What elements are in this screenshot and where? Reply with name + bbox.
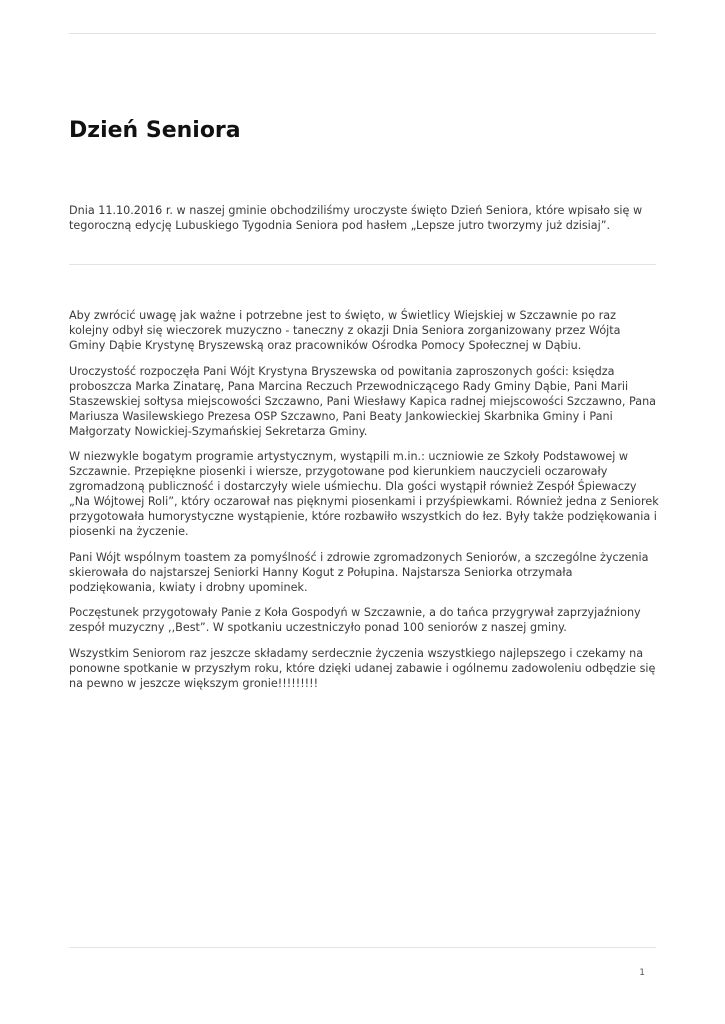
body-paragraph: Uroczystość rozpoczęła Pani Wójt Krystyna Bryszewska od powitania zaproszonych gości: księdza proboszcza Marka Zinatarę, Pana Marcina Reczuch Przewodniczącego Rady Gminy Dąbie, Pani Marii Staszewskiej sołtysa miejscowości Szczawno, Pani Wiesławy Kapica radnej miejscowości Szczawno, Pana Mariusza Wasilewskiego Prezesa OSP Szczawno, Pani Beaty Jankowieckiej Skarbnika Gminy i Pani Małgorzaty Nowickiej-Szymańskiej Sekretarza Gminy. [69, 364, 657, 438]
section-divider [69, 264, 656, 265]
top-divider [69, 33, 656, 34]
article-body [69, 308, 659, 701]
footer-divider [69, 947, 656, 948]
page-title: Dzień Seniora [69, 118, 241, 143]
body-paragraph: Aby zwrócić uwagę jak ważne i potrzebne jest to święto, w Świetlicy Wiejskiej w Szczawnie po raz kolejny odbył się wieczorek muzyczno - taneczny z okazji Dnia Seniora zorganizowany przez Wójta Gminy Dąbie Krystynę Bryszewską oraz pracowników Ośrodka Pomocy Społecznej w Dąbiu. [69, 309, 621, 352]
page-number: 1 [639, 968, 645, 978]
body-paragraph: Poczęstunek przygotowały Panie z Koła Gospodyń w Szczawnie, a do tańca przygrywał zaprzyjaźniony zespół muzyczny ,,Best”. W spotkaniu uczestniczyło ponad 100 seniorów z naszej gminy. [69, 606, 641, 634]
body-paragraph: Pani Wójt wspólnym toastem za pomyślność i zdrowie zgromadzonych Seniorów, a szczególne życzenia skierowała do najstarszej Seniorki Hanny Kogut z Połupina. Najstarsza Seniorka otrzymała podziękowania, kwiaty i drobny upominek. [69, 550, 649, 594]
body-paragraph: Wszystkim Seniorom raz jeszcze składamy serdecznie życzenia wszystkiego najlepszego i czekamy na ponowne spotkanie w przyszłym roku, które dzięki udanej zabawie i ogólnemu zadowoleniu odbędzie się na pewno w jeszcze większym gronie!!!!!!!!! [69, 646, 656, 690]
body-paragraph: W niezwykle bogatym programie artystycznym, wystąpili m.in.: uczniowie ze Szkoły Podstawowej w Szczawnie. Przepiękne piosenki i wiersze, przygotowane pod kierunkiem nauczycieli oczarowały zgromadzoną publiczność i dostarczyły wiele uśmiechu. Dla gości wystąpił również Zespół Śpiewaczy „Na Wójtowej Roli”, który oczarował nas pięknymi piosenkami i przyśpiewkami. Również jedna z Seniorek przygotowała humorystyczne wystąpienie, które rozbawiło wszystkich do łez. Były także podziękowania i piosenki na życzenie. [69, 450, 659, 538]
intro-paragraph: Dnia 11.10.2016 r. w naszej gminie obchodziliśmy uroczyste święto Dzień Seniora, które wpisało się w tegoroczną edycję Lubuskiego Tygodnia Seniora pod hasłem „Lepsze jutro tworzymy już dzisiaj”. [69, 204, 643, 232]
